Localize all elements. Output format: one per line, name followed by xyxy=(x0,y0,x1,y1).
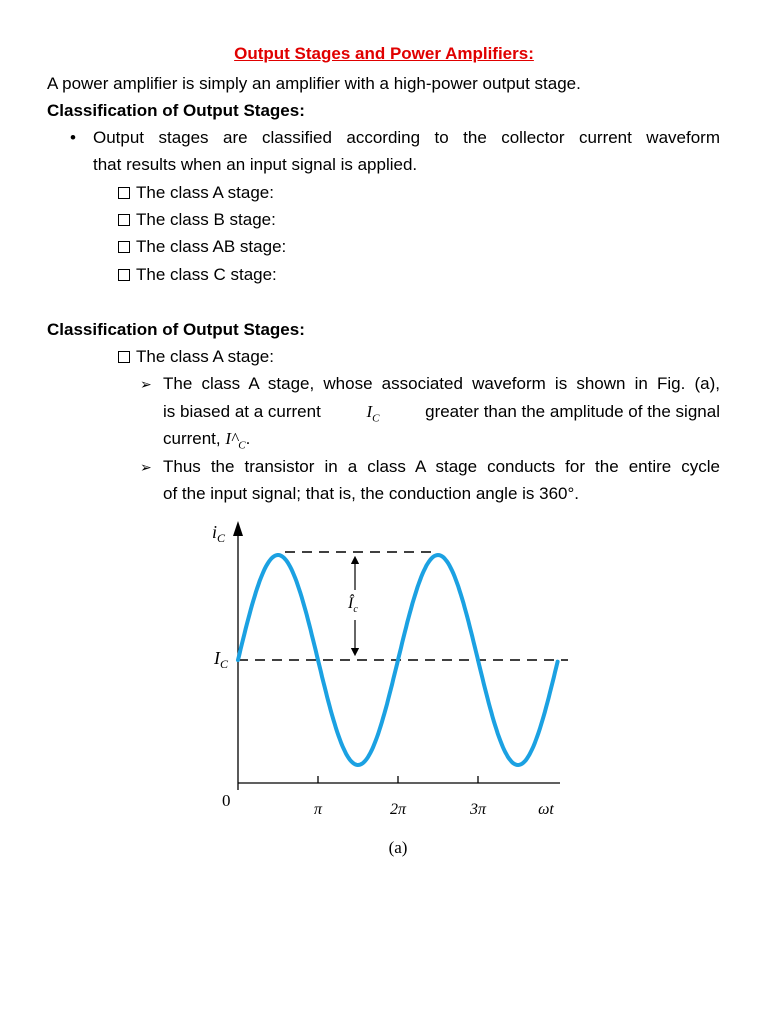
bullet-text-line-2: that results when an input signal is applied. xyxy=(93,155,418,174)
amplitude-label: $Î_c$ xyxy=(348,595,358,615)
x-tick-label-2pi: 2π xyxy=(389,801,407,818)
paragraph-2-line-2: of the input signal; that is, the conduction angle is 360°. xyxy=(163,484,580,503)
paragraph-1-line-3: current, $I\^{}_C$. xyxy=(163,429,251,452)
origin-label: 0 xyxy=(222,791,231,810)
paragraph-1-line-1: The class A stage, whose associated waveform is shown in Fig. (a), xyxy=(163,374,720,393)
page-title: Output Stages and Power Amplifiers: xyxy=(234,44,534,63)
arrowhead-icon: ➢ xyxy=(140,376,152,392)
bias-label: $I_C$ xyxy=(214,648,229,671)
x-tick-label-pi: π xyxy=(313,801,323,818)
section-heading-classification: Classification of Output Stages: xyxy=(47,101,305,120)
checklist-item-class-a-detail: The class A stage: xyxy=(118,343,274,370)
paragraph-1-line-2: is biased at a current $I_C$ greater than the amplitude of the signal xyxy=(163,398,720,432)
bias-current-symbol: $I_C$ xyxy=(366,402,380,425)
x-axis-label: ωt xyxy=(538,801,554,818)
bullet-text-line-1: Output stages are classified according to the collector current waveform xyxy=(93,128,720,147)
checklist-item-class-ab: The class AB stage: xyxy=(118,233,286,260)
checklist-item-class-b: The class B stage: xyxy=(118,206,276,233)
signal-amplitude-symbol: $I\^{}_C$ xyxy=(225,429,246,452)
checklist-item-class-a: The class A stage: xyxy=(118,179,274,206)
bullet-dot: • xyxy=(70,128,76,147)
figure-caption: (a) xyxy=(388,838,408,857)
y-axis-arrowhead xyxy=(233,521,243,536)
x-tick-label-3pi: 3π xyxy=(469,801,487,818)
section-heading-classification-2: Classification of Output Stages: xyxy=(47,320,305,339)
intro-paragraph: A power amplifier is simply an amplifier with a high-power output stage. xyxy=(47,74,581,93)
y-axis-label: $i_C$ xyxy=(212,522,226,545)
checklist-item-class-c: The class C stage: xyxy=(118,261,277,288)
arrowhead-icon: ➢ xyxy=(140,459,152,475)
paragraph-2-line-1: Thus the transistor in a class A stage conducts for the entire cycle xyxy=(163,457,720,476)
collector-current-waveform xyxy=(238,555,558,765)
